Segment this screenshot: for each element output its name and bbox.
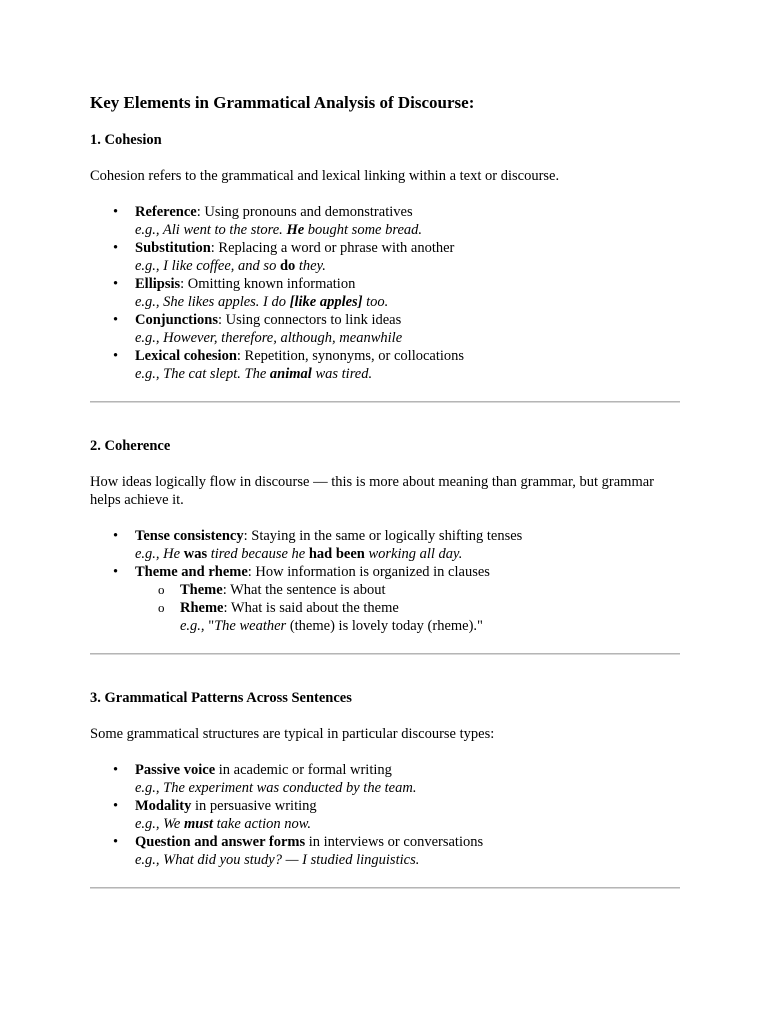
- example: e.g., What did you study? — I studied linguistics.: [135, 852, 420, 868]
- example-text: ": [204, 618, 215, 634]
- example-emphasis: [like apples]: [289, 294, 363, 310]
- example-text: working all day.: [364, 546, 463, 562]
- list-item-lexical-cohesion: [135, 347, 680, 383]
- section-coherence: [90, 437, 680, 635]
- example-text: too.: [362, 294, 389, 310]
- example-text: e.g., She likes apples. I do: [135, 294, 290, 310]
- list-item-modality: [135, 797, 680, 833]
- term-description: : Staying in the same or logically shifting tenses: [243, 528, 523, 544]
- example: [135, 257, 680, 275]
- section-intro: Some grammatical structures are typical in particular discourse types:: [90, 726, 495, 742]
- section-grammatical-patterns: [90, 689, 680, 869]
- example-emphasis: animal: [269, 366, 312, 382]
- term-description: : Omitting known information: [180, 276, 356, 292]
- list-item-reference: [135, 203, 680, 239]
- term: Conjunctions: [135, 312, 218, 328]
- horizontal-divider: [90, 887, 680, 889]
- example: [135, 365, 680, 383]
- bullet-list: [90, 527, 680, 635]
- term: Question and answer forms: [135, 834, 306, 850]
- example-text: they.: [295, 258, 326, 274]
- list-item-theme-and-rheme: [135, 563, 680, 635]
- term-description: : Using connectors to link ideas: [218, 312, 402, 328]
- list-item-substitution: [135, 239, 680, 275]
- document-title: Key Elements in Grammatical Analysis of Discourse:: [90, 93, 475, 112]
- term: Reference: [135, 204, 197, 220]
- example: [135, 815, 680, 833]
- example: [180, 617, 680, 635]
- example: e.g., The experiment was conducted by the team.: [135, 780, 417, 796]
- term: Theme and rheme: [135, 564, 248, 580]
- term-description: : What the sentence is about: [222, 582, 386, 598]
- example-emphasis: was: [183, 546, 208, 562]
- example-text: e.g., He: [135, 546, 184, 562]
- section-heading: 2. Coherence: [90, 438, 171, 454]
- bullet-list: [90, 203, 680, 383]
- example-emphasis: must: [184, 816, 214, 832]
- example: [135, 293, 680, 311]
- term: Passive voice: [135, 762, 216, 778]
- section-cohesion: [90, 131, 680, 383]
- horizontal-divider: [90, 653, 680, 655]
- section-heading: 1. Cohesion: [90, 132, 162, 148]
- term: Modality: [135, 798, 192, 814]
- example-emphasis: He: [286, 222, 305, 238]
- example-emphasis: do: [279, 258, 296, 274]
- sub-list: [135, 581, 680, 635]
- horizontal-divider: [90, 401, 680, 403]
- term: Tense consistency: [135, 528, 244, 544]
- example-emphasis: had been: [308, 546, 365, 562]
- sub-item-rheme: [180, 599, 680, 635]
- term: Lexical cohesion: [135, 348, 237, 364]
- term: Ellipsis: [135, 276, 181, 292]
- example-text: was tired.: [311, 366, 373, 382]
- list-item-ellipsis: [135, 275, 680, 311]
- example-text: e.g., We: [135, 816, 184, 832]
- list-item-tense-consistency: [135, 527, 680, 563]
- term-description: in interviews or conversations: [305, 834, 484, 850]
- example-text: tired because he: [207, 546, 309, 562]
- term-description: in persuasive writing: [191, 798, 317, 814]
- term-description: : Repetition, synonyms, or collocations: [236, 348, 465, 364]
- example-text: e.g.,: [180, 618, 205, 634]
- section-intro: How ideas logically flow in discourse — this is more about meaning than grammar, but grammar helps achieve it.: [90, 474, 654, 508]
- bullet-list: [90, 761, 680, 869]
- list-item-question-answer: [135, 833, 680, 869]
- term-description: : How information is organized in clauses: [247, 564, 490, 580]
- example-text: bought some bread.: [304, 222, 423, 238]
- list-item-conjunctions: [135, 311, 680, 347]
- example-emphasis: The weather: [214, 618, 287, 634]
- term-description: : What is said about the theme: [223, 600, 399, 616]
- section-intro: Cohesion refers to the grammatical and lexical linking within a text or discourse.: [90, 168, 560, 184]
- list-item-passive-voice: [135, 761, 680, 797]
- section-heading: 3. Grammatical Patterns Across Sentences: [90, 690, 352, 706]
- term-description: in academic or formal writing: [215, 762, 392, 778]
- example-text: (theme) is lovely today (rheme).": [286, 618, 483, 634]
- example-text: take action now.: [213, 816, 312, 832]
- sub-item-theme: [180, 581, 680, 599]
- example: e.g., However, therefore, although, meanwhile: [135, 330, 403, 346]
- example-text: e.g., The cat slept. The: [135, 366, 270, 382]
- example: [135, 545, 680, 563]
- example: [135, 221, 680, 239]
- term-description: : Replacing a word or phrase with another: [210, 240, 455, 256]
- term-description: : Using pronouns and demonstratives: [196, 204, 413, 220]
- example-text: e.g., I like coffee, and so: [135, 258, 280, 274]
- example-text: e.g., Ali went to the store.: [135, 222, 287, 238]
- term: Theme: [180, 582, 223, 598]
- term: Rheme: [180, 600, 224, 616]
- term: Substitution: [135, 240, 211, 256]
- document-page: [90, 92, 680, 923]
